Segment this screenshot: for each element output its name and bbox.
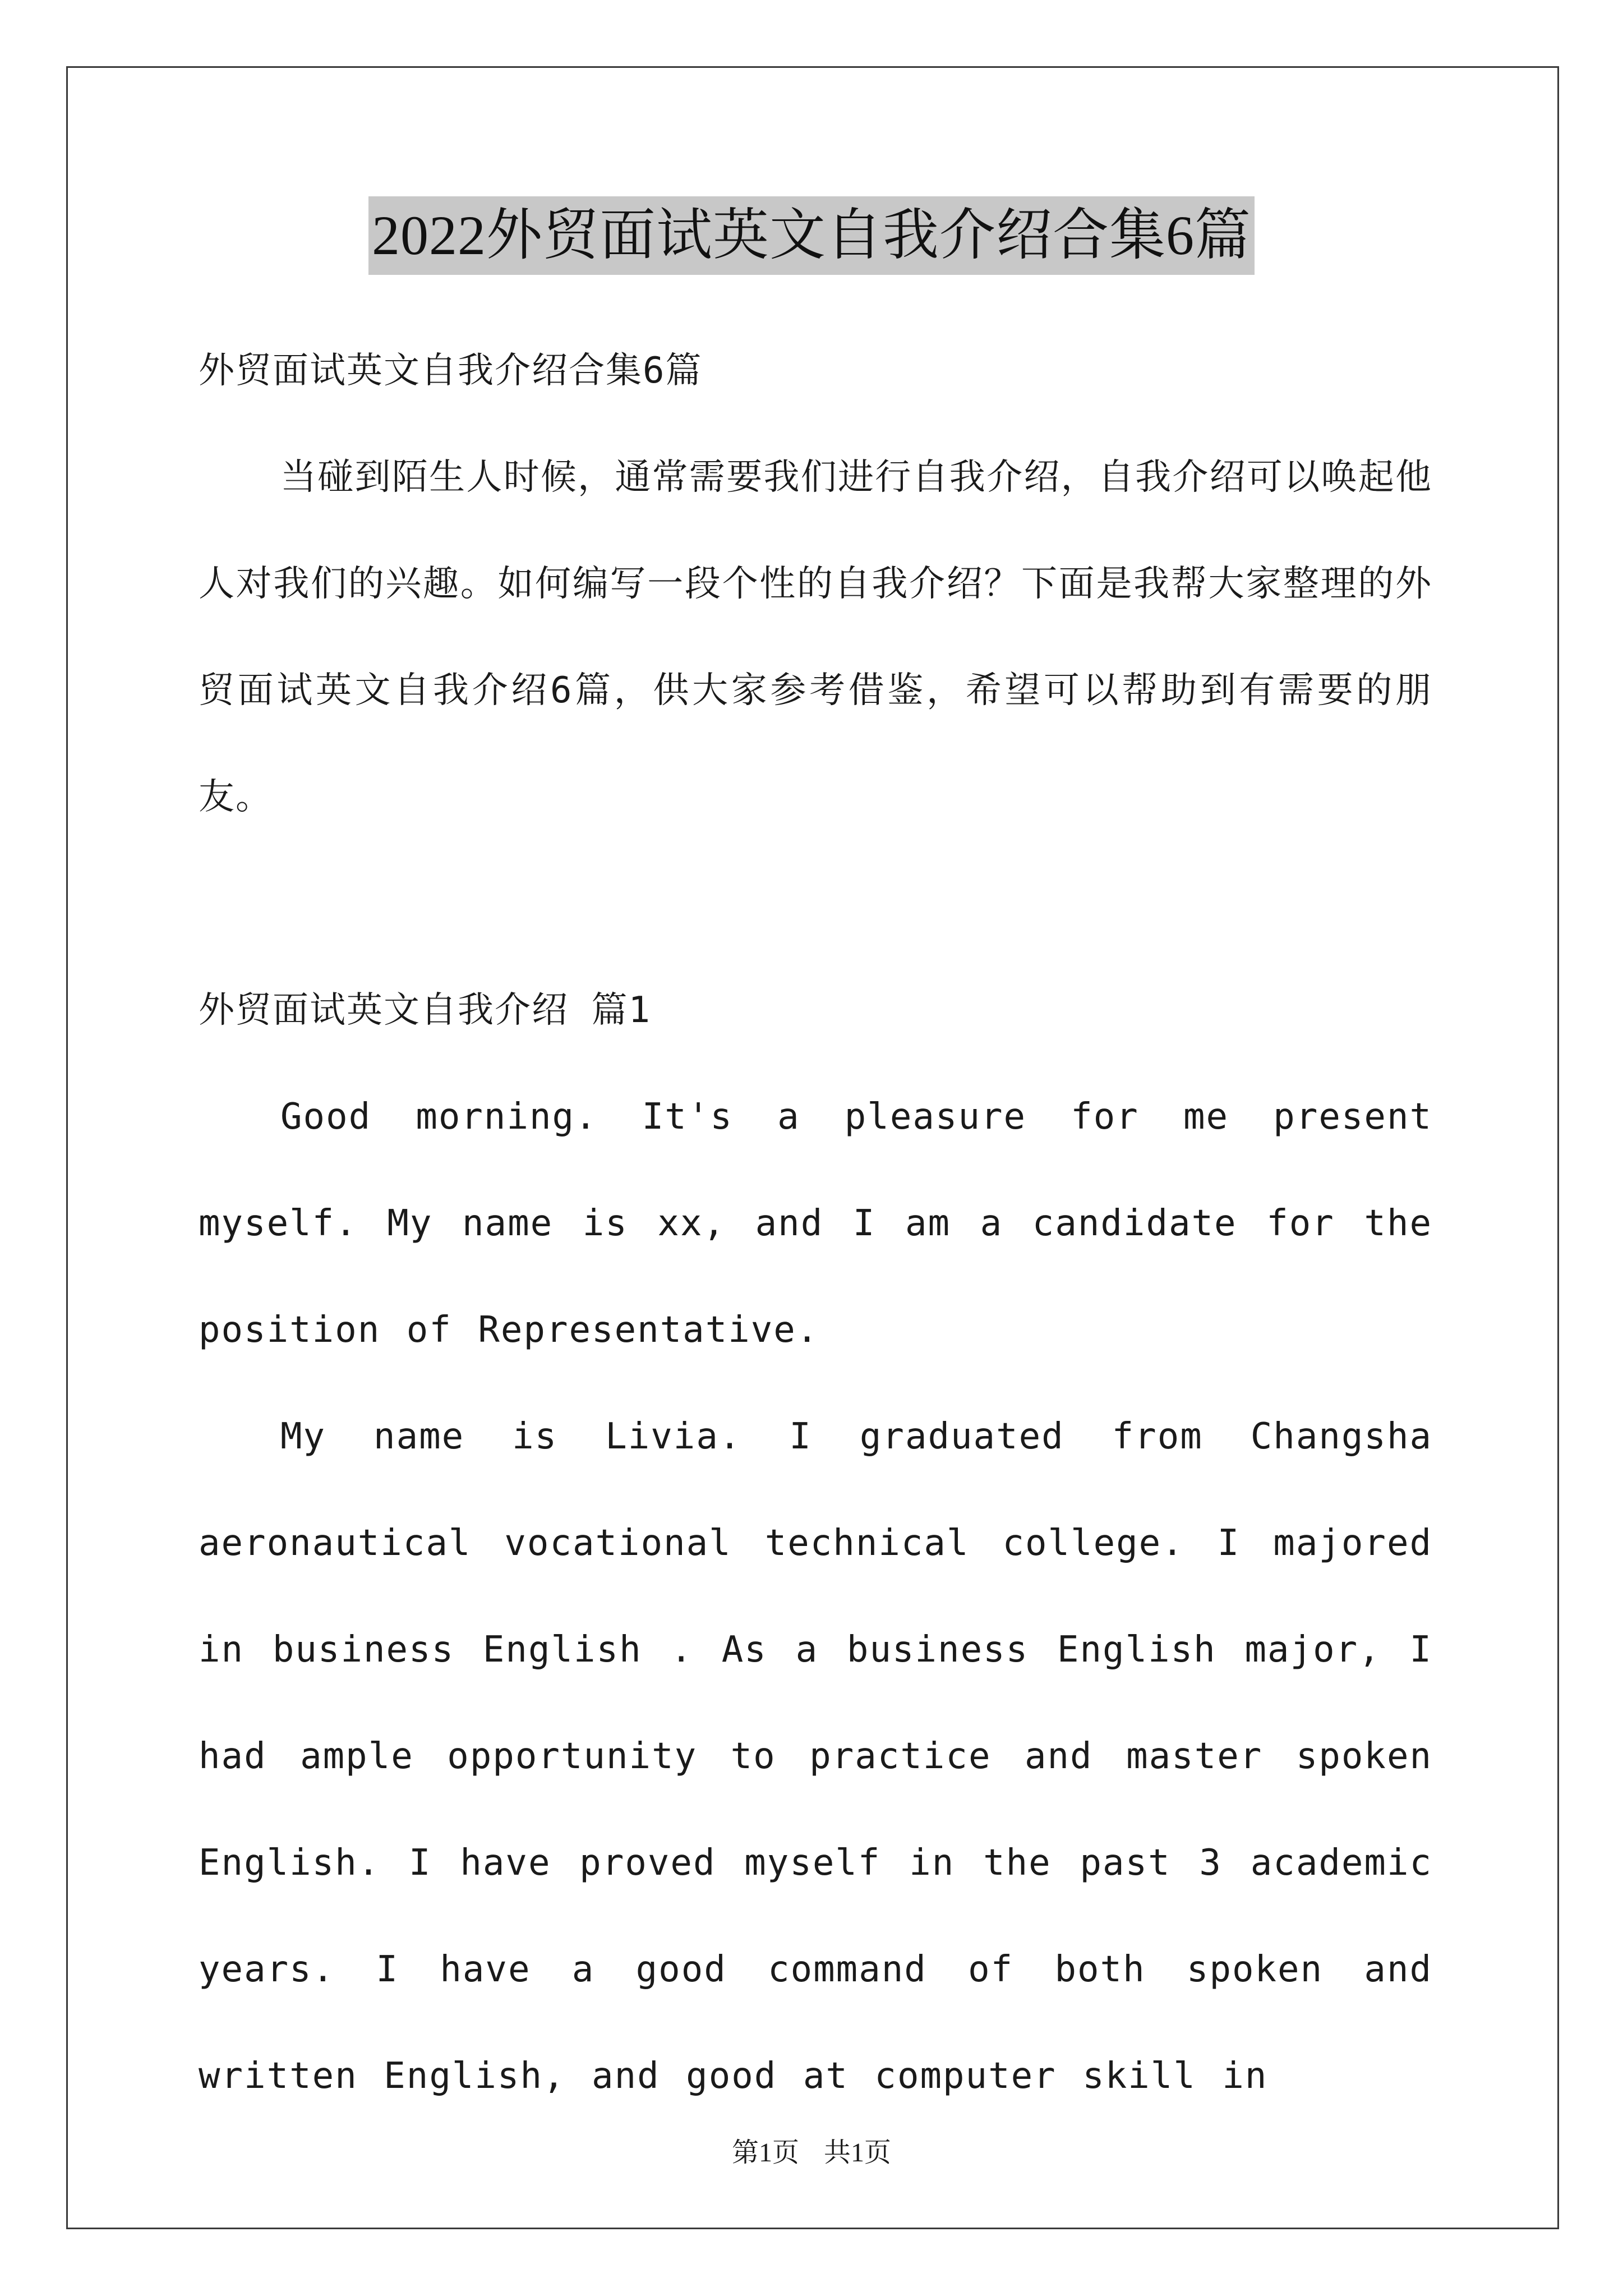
body-paragraph: Good morning. It's a pleasure for me present myself. My name is xx, and I am a candidate for the position of Representative. <box>199 1096 1432 1351</box>
page-number: 第1页 <box>731 2138 799 2168</box>
section-heading: 外贸面试英文自我介绍 篇1 <box>199 990 652 1031</box>
body-paragraph: My name is Livia. I graduated from Changsha aeronautical vocational technical college. I majored in business English . As a business English major, I had ample opportunity to practice and master spoken English. I have proved myself in the past 3 academic years. I have a good command of both spoken and written English, and good at computer skill in <box>199 1416 1432 2097</box>
paragraph-spacer <box>199 850 1432 957</box>
page-footer <box>0 2136 1623 2170</box>
document-title: 2022外贸面试英文自我介绍合集6篇 <box>368 196 1255 275</box>
page-total: 共1页 <box>824 2138 892 2168</box>
title-container <box>0 196 1623 275</box>
intro-paragraph: 当碰到陌生人时候，通常需要我们进行自我介绍，自我介绍可以唤起他人对我们的兴趣。如何编写一段个性的自我介绍？下面是我帮大家整理的外贸面试英文自我介绍6篇，供大家参考借鉴，希望可以帮助到有需要的朋友。 <box>199 457 1432 818</box>
document-subtitle: 外贸面试英文自我介绍合集6篇 <box>199 350 703 392</box>
document-body <box>199 318 1432 2129</box>
